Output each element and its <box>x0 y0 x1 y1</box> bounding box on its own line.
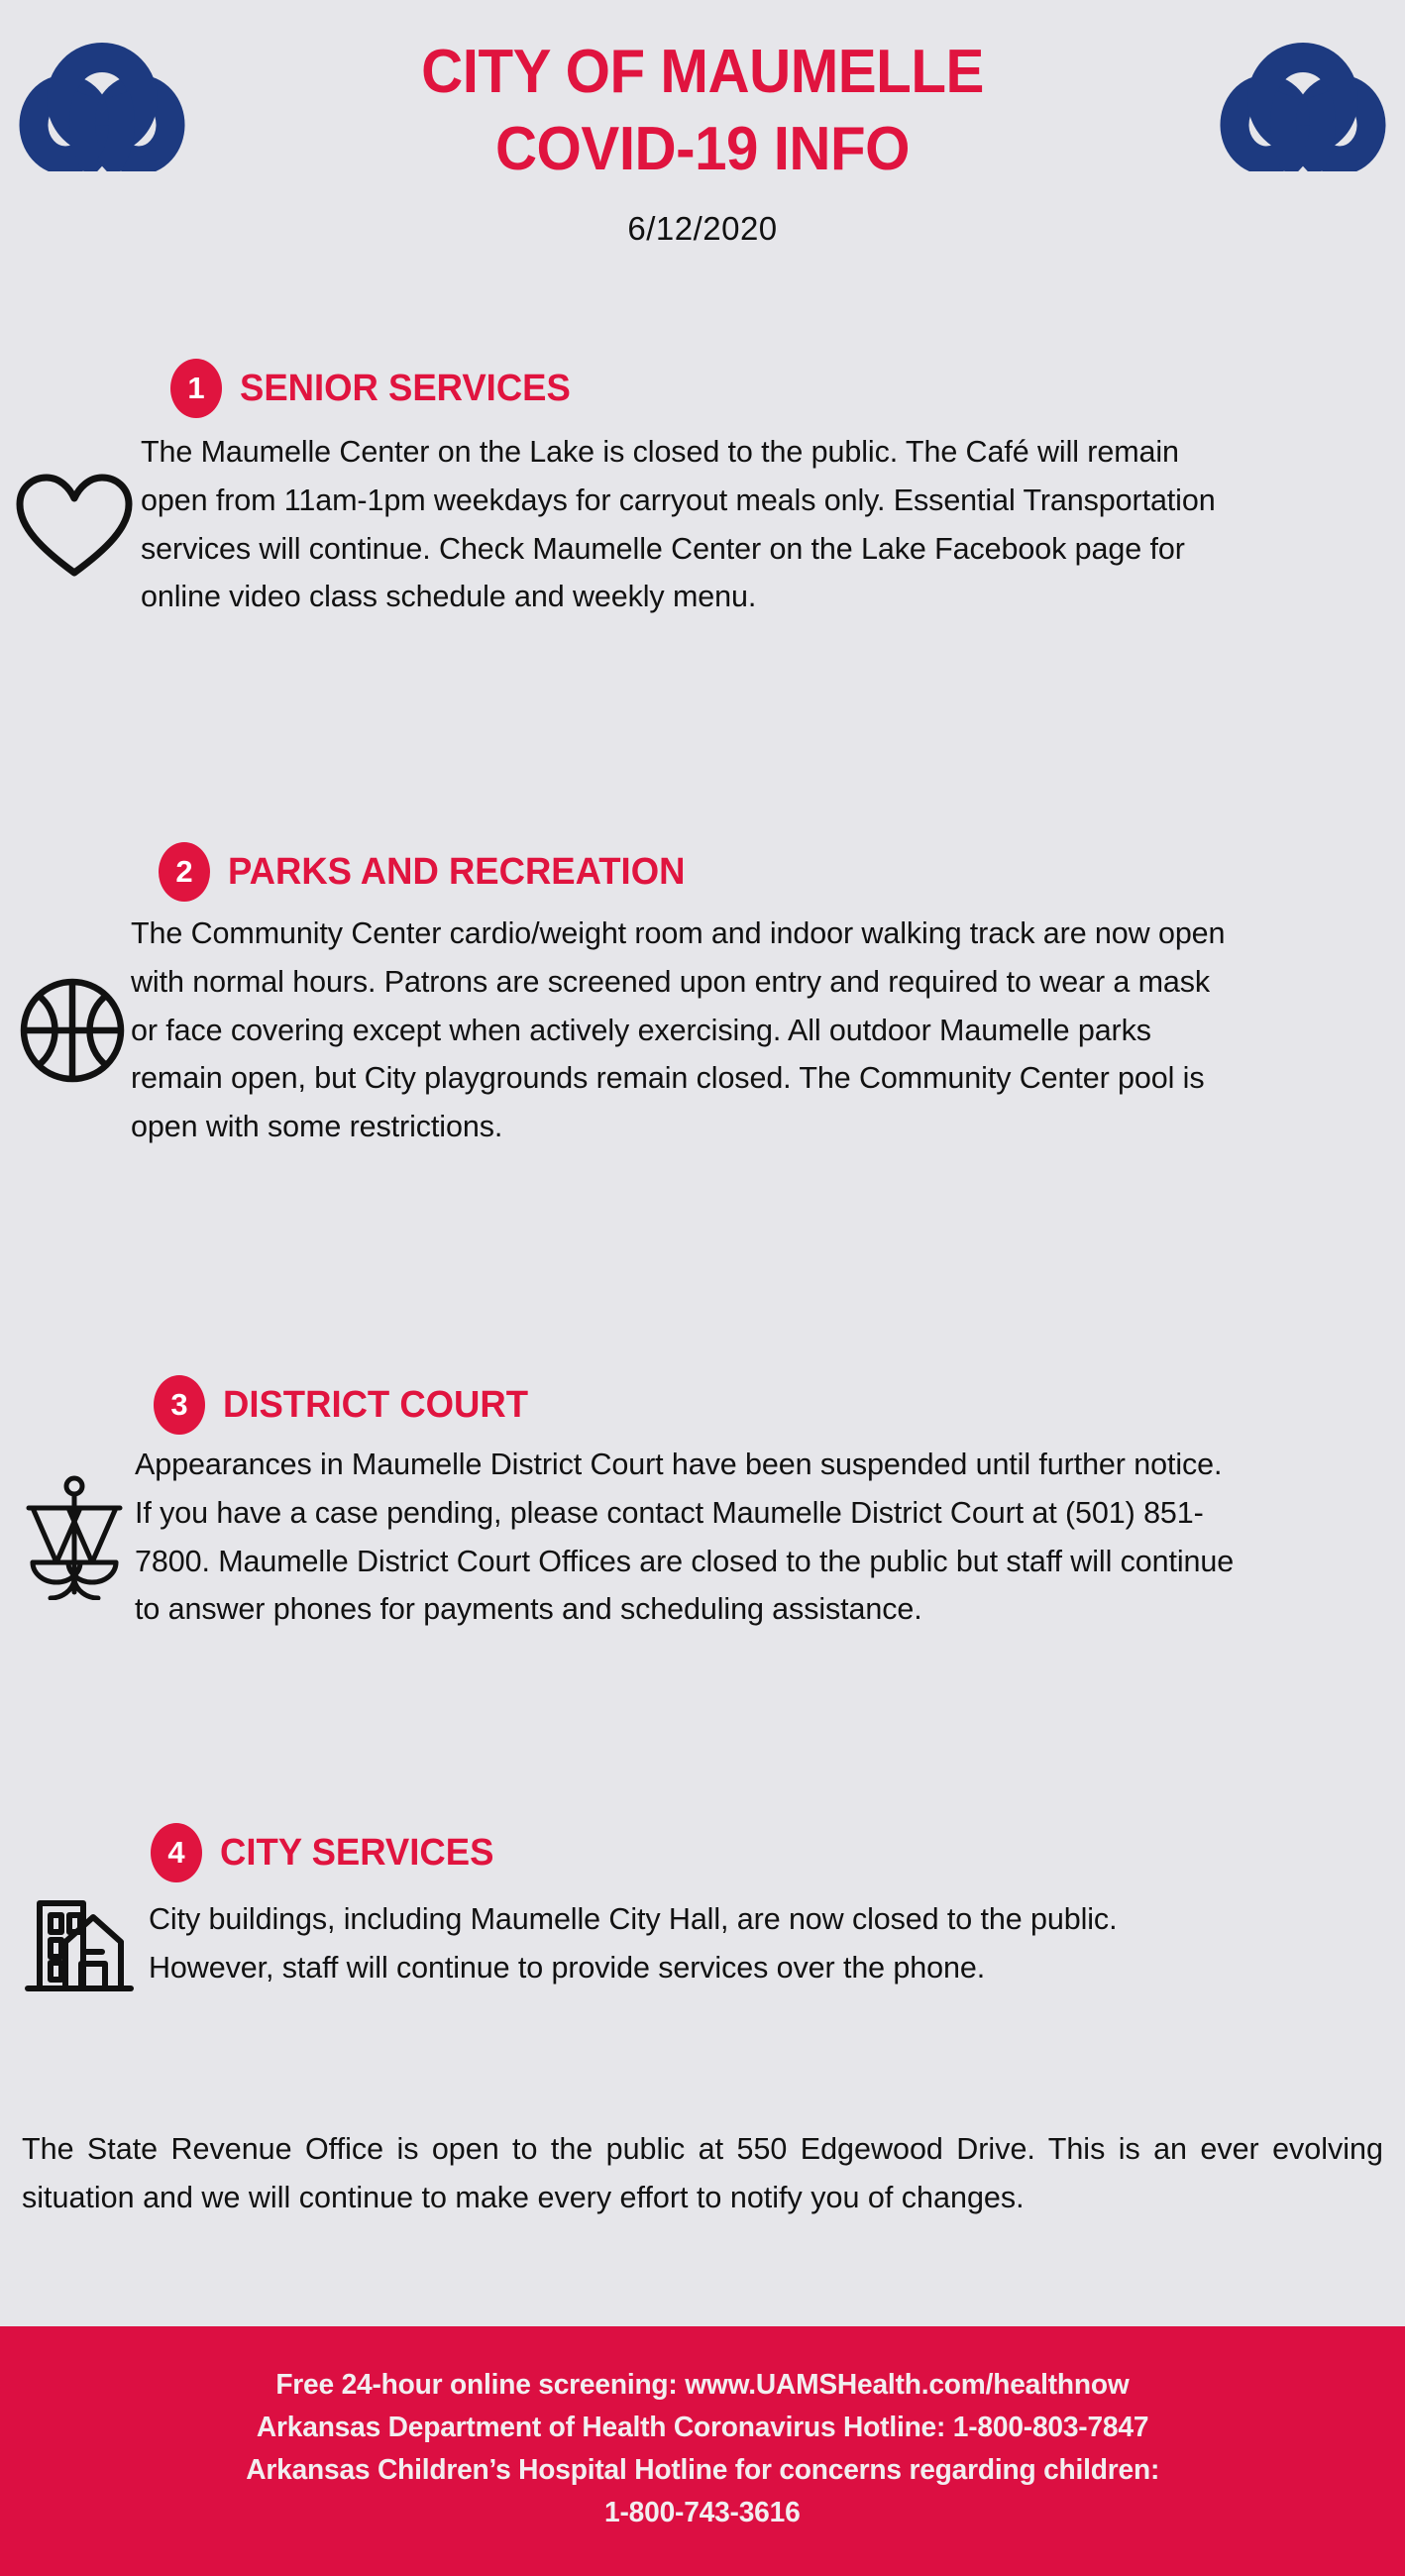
closing-paragraph: The State Revenue Office is open to the public at 550 Edgewood Drive. This is an ever evolving situation and we will continue to make every effort to notify you of changes. <box>22 2132 1383 2215</box>
poster-date: 6/12/2020 <box>627 210 778 248</box>
section-1-number-badge: 1 <box>170 359 222 418</box>
maumelle-city-logo-right <box>1219 38 1387 171</box>
section-2-title: PARKS AND RECREATION <box>228 850 686 893</box>
section-2-number-badge: 2 <box>159 842 210 902</box>
footer-line-childrens-hotline: Arkansas Children’s Hospital Hotline for concerns regarding children: <box>246 2454 1159 2486</box>
section-parks-and-recreation <box>0 842 1405 1151</box>
section-2-body <box>0 910 1405 1151</box>
scales-of-justice-icon <box>0 1475 149 1600</box>
section-1-text: The Maumelle Center on the Lake is closed to the public. The Café will remain open from 11am-1pm weekdays for carryout meals only. Essential Transportation services will continue. Check Maumelle Center on the Lake Facebook page for online video class schedule and weekly menu. <box>141 435 1216 614</box>
section-3-body <box>0 1441 1405 1634</box>
section-3-number-badge: 3 <box>154 1375 205 1435</box>
section-1-body <box>0 428 1405 621</box>
poster-header <box>0 0 1405 287</box>
section-4-title: CITY SERVICES <box>220 1831 494 1874</box>
section-city-services <box>0 1823 1405 1997</box>
section-4-body <box>0 1890 1405 1997</box>
section-1-header <box>170 359 1405 418</box>
city-buildings-icon <box>0 1890 159 1997</box>
section-4-number-badge: 4 <box>151 1823 202 1882</box>
heart-icon <box>0 470 149 581</box>
page-title <box>0 34 1405 188</box>
section-3-title: DISTRICT COURT <box>223 1383 529 1426</box>
section-1-title: SENIOR SERVICES <box>240 367 571 409</box>
resources-footer-banner <box>0 2326 1405 2576</box>
section-4-text: City buildings, including Maumelle City Hall, are now closed to the public. However, staff will continue to provide services over the phone. <box>149 1902 1118 1985</box>
section-3-header <box>154 1375 1405 1435</box>
section-district-court <box>0 1375 1405 1634</box>
title-line-1: CITY OF MAUMELLE <box>421 38 984 106</box>
section-senior-services <box>0 359 1405 621</box>
footer-line-childrens-number: 1-800-743-3616 <box>604 2497 801 2528</box>
maumelle-city-logo-left <box>18 38 186 171</box>
footer-line-screening: Free 24-hour online screening: www.UAMSHealth.com/healthnow <box>275 2369 1130 2401</box>
section-2-text: The Community Center cardio/weight room and indoor walking track are now open with normal hours. Patrons are screened upon entry and required to wear a mask or face covering except when actively exercising. All outdoor Maumelle parks remain open, but City playgrounds remain closed. The Community Center pool is open with some restrictions. <box>131 916 1226 1144</box>
footer-line-adh-hotline: Arkansas Department of Health Coronavirus Hotline: 1-800-803-7847 <box>256 2412 1149 2443</box>
section-3-text: Appearances in Maumelle District Court have been suspended until further notice. If you have a case pending, please contact Maumelle District Court at (501) 851-7800. Maumelle District Court Offices are closed to the public but staff will continue to answer phones for payments and scheduling assistance. <box>135 1448 1235 1627</box>
title-line-2: COVID-19 INFO <box>494 115 911 184</box>
section-4-header <box>151 1823 1405 1882</box>
section-2-header <box>159 842 1405 902</box>
basketball-icon <box>0 975 145 1086</box>
